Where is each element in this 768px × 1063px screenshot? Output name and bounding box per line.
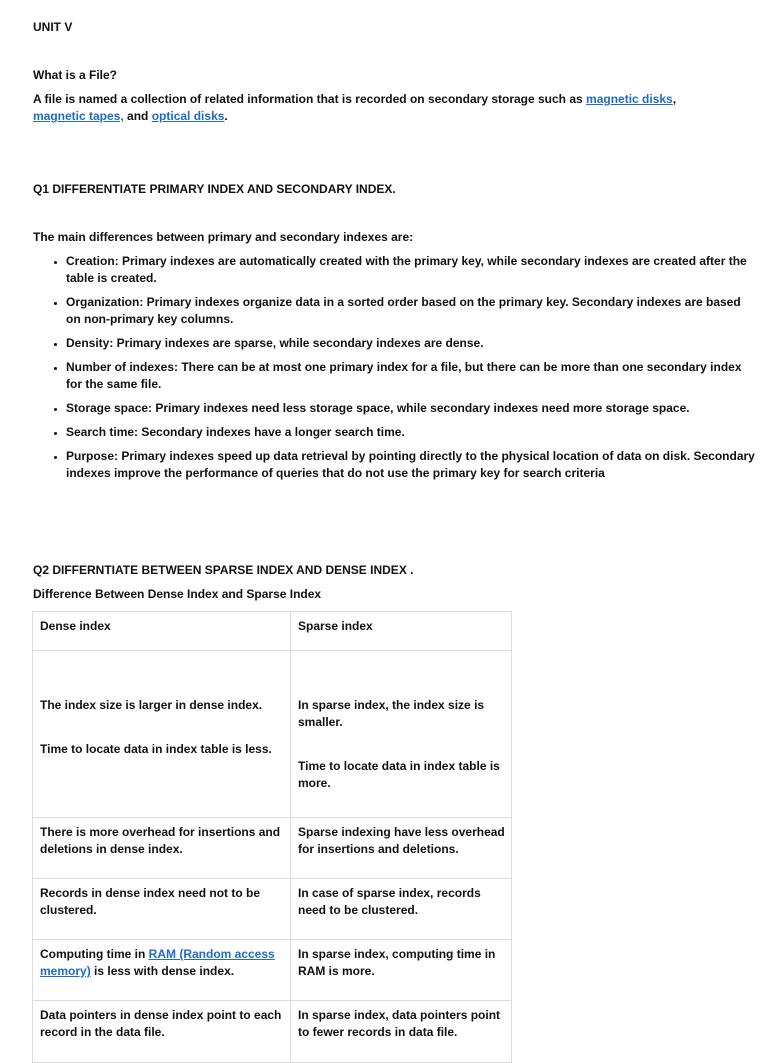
definition-comma: , <box>672 92 677 106</box>
header-sparse-index: Sparse index <box>291 612 512 651</box>
file-question: What is a File? <box>33 68 118 82</box>
file-definition <box>33 91 723 125</box>
q1-intro: The main differences between primary and secondary indexes are: <box>33 230 414 244</box>
sparse-time-text: Time to locate data in index table is more. <box>298 759 500 790</box>
list-item-storage-space: • Storage space: Primary indexes need less storage space, while secondary indexes need more storage space. <box>66 400 756 417</box>
list-item-number-of-indexes: • Number of indexes: There can be at most one primary index for a file, but there can be more than one secondary index for the same file. <box>66 359 756 393</box>
definition-period: . <box>224 109 228 123</box>
sparse-cell: In sparse index, data pointers point to fewer records in data file. <box>291 1001 512 1063</box>
table-header-row <box>33 612 512 651</box>
sparse-cell: In sparse index, computing time in RAM is more. <box>291 940 512 1001</box>
definition-text: A file is named a collection of related information that is recorded on secondary storage such as <box>33 92 587 106</box>
table-caption: Difference Between Dense Index and Sparse Index <box>33 587 322 601</box>
computing-text-after: is less with dense index. <box>90 964 235 978</box>
header-dense-index: Dense index <box>33 612 291 651</box>
table-row <box>33 818 512 879</box>
q1-heading: Q1 DIFFERENTIATE PRIMARY INDEX AND SECONDARY INDEX. <box>33 182 396 196</box>
differences-list <box>47 253 756 489</box>
dense-size-text: The index size is larger in dense index. <box>40 698 263 712</box>
q2-heading: Q2 DIFFERNTIATE BETWEEN SPARSE INDEX AND DENSE INDEX . <box>33 563 414 577</box>
table-row <box>33 1001 512 1063</box>
dense-cell: Data pointers in dense index point to each record in the data file. <box>33 1001 291 1063</box>
list-item-organization: • Organization: Primary indexes organize data in a sorted order based on the primary key. Secondary indexes are based on non-primary key columns. <box>66 294 756 328</box>
sparse-cell <box>291 651 512 818</box>
table-row <box>33 651 512 818</box>
list-item-density: • Density: Primary indexes are sparse, while secondary indexes are dense. <box>66 335 756 352</box>
dense-time-text: Time to locate data in index table is less. <box>40 742 272 756</box>
unit-heading: UNIT V <box>33 20 73 34</box>
computing-text-before: Computing time in <box>40 947 149 961</box>
definition-and: and <box>123 109 152 123</box>
dense-cell: Records in dense index need not to be clustered. <box>33 879 291 940</box>
sparse-cell: In case of sparse index, records need to be clustered. <box>291 879 512 940</box>
list-item-search-time: • Search time: Secondary indexes have a longer search time. <box>66 424 756 441</box>
optical-disks-link[interactable]: optical disks <box>151 109 225 123</box>
sparse-size-text: In sparse index, the index size is smaller. <box>298 698 485 729</box>
table-row <box>33 940 512 1001</box>
dense-cell <box>33 940 291 1001</box>
list-item-creation: • Creation: Primary indexes are automatically created with the primary key, while secondary indexes are created after the table is created. <box>66 253 756 287</box>
list-item-purpose: • Purpose: Primary indexes speed up data retrieval by pointing directly to the physical location of data on disk. Secondary indexes improve the performance of queries that do not use the primary key for search criteria <box>66 448 756 482</box>
sparse-cell: Sparse indexing have less overhead for insertions and deletions. <box>291 818 512 879</box>
table-row <box>33 879 512 940</box>
magnetic-tapes-link[interactable]: magnetic tapes, <box>33 109 124 123</box>
dense-cell <box>33 651 291 818</box>
ram-link[interactable]: RAM (Random access memory) <box>40 947 275 978</box>
comparison-table <box>32 611 512 1063</box>
dense-cell: There is more overhead for insertions and deletions in dense index. <box>33 818 291 879</box>
magnetic-disks-link[interactable]: magnetic disks <box>586 92 673 106</box>
